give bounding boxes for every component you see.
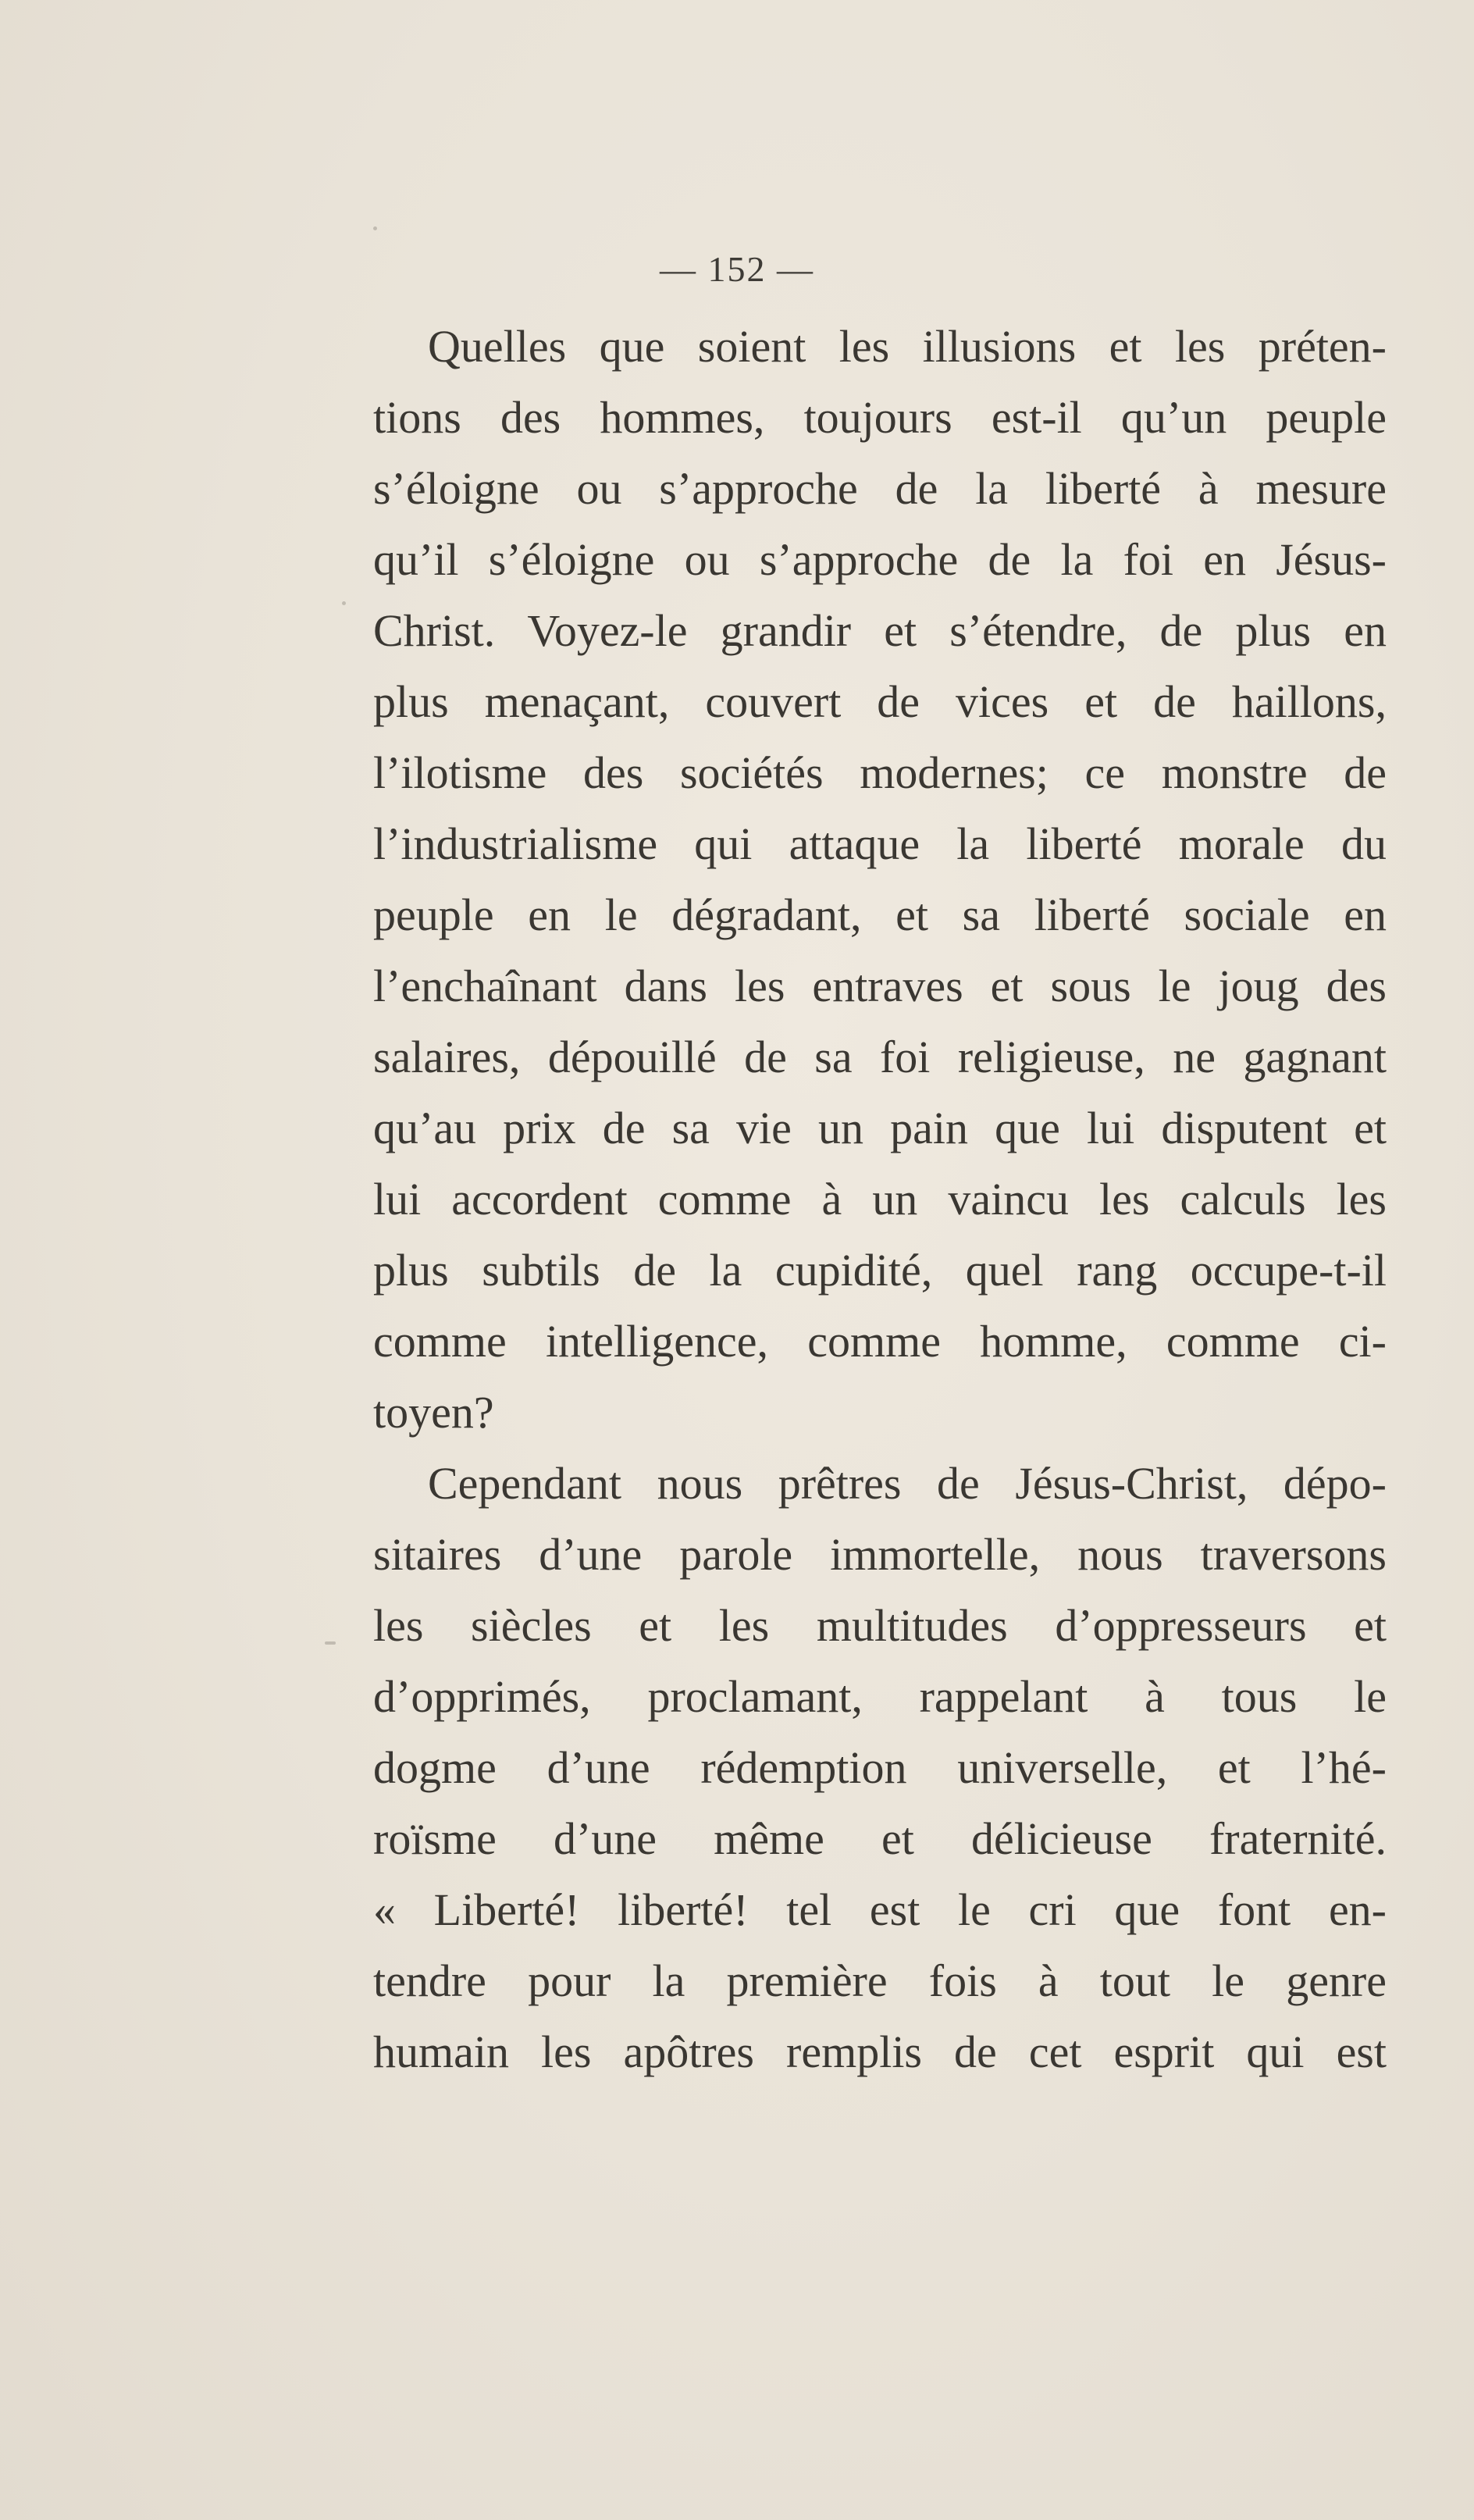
text-line: qu’il s’éloigne ou s’approche de la foi en Jésus- (373, 534, 1387, 585)
text-line: lui accordent comme à un vaincu les calculs les (373, 1174, 1387, 1224)
text-line: l’industrialisme qui attaque la liberté morale du (373, 818, 1387, 869)
paper-speck (325, 1641, 336, 1645)
text-line: Cependant nous prêtres de Jésus-Christ, dépo- (428, 1458, 1387, 1509)
text-line: roïsme d’une même et délicieuse fraternité. (373, 1813, 1387, 1864)
text-line: dogme d’une rédemption universelle, et l’hé- (373, 1742, 1387, 1793)
text-line: l’enchaînant dans les entraves et sous le joug des (373, 961, 1387, 1011)
text-line: Quelles que soient les illusions et les préten- (428, 321, 1387, 372)
text-line: tions des hommes, toujours est-il qu’un peuple (373, 392, 1387, 443)
text-line: toyen? (373, 1387, 494, 1438)
text-line: « Liberté! liberté! tel est le cri que font en- (373, 1884, 1387, 1935)
text-line: Christ. Voyez-le grandir et s’étendre, de plus en (373, 605, 1387, 656)
paper-speck (342, 601, 346, 605)
page-number: — 152 — (660, 249, 814, 289)
text-line: tendre pour la première fois à tout le genre (373, 1955, 1387, 2006)
body-text (373, 311, 1387, 2087)
text-line: s’éloigne ou s’approche de la liberté à mesure (373, 463, 1387, 514)
text-line: sitaires d’une parole immortelle, nous traversons (373, 1529, 1387, 1580)
text-line: d’opprimés, proclamant, rappelant à tous le (373, 1671, 1387, 1722)
text-line: plus subtils de la cupidité, quel rang occupe-t-il (373, 1245, 1387, 1296)
text-line: l’ilotisme des sociétés modernes; ce monstre de (373, 747, 1387, 798)
text-line: comme intelligence, comme homme, comme ci- (373, 1316, 1387, 1367)
paper-speck (373, 226, 377, 230)
text-line: peuple en le dégradant, et sa liberté sociale en (373, 889, 1387, 940)
text-line: les siècles et les multitudes d’oppresseurs et (373, 1600, 1387, 1651)
text-line: qu’au prix de sa vie un pain que lui disputent et (373, 1103, 1387, 1153)
text-line: plus menaçant, couvert de vices et de haillons, (373, 676, 1387, 727)
text-line: salaires, dépouillé de sa foi religieuse, ne gagnant (373, 1032, 1387, 1082)
text-line: humain les apôtres remplis de cet esprit qui est (373, 2026, 1387, 2077)
